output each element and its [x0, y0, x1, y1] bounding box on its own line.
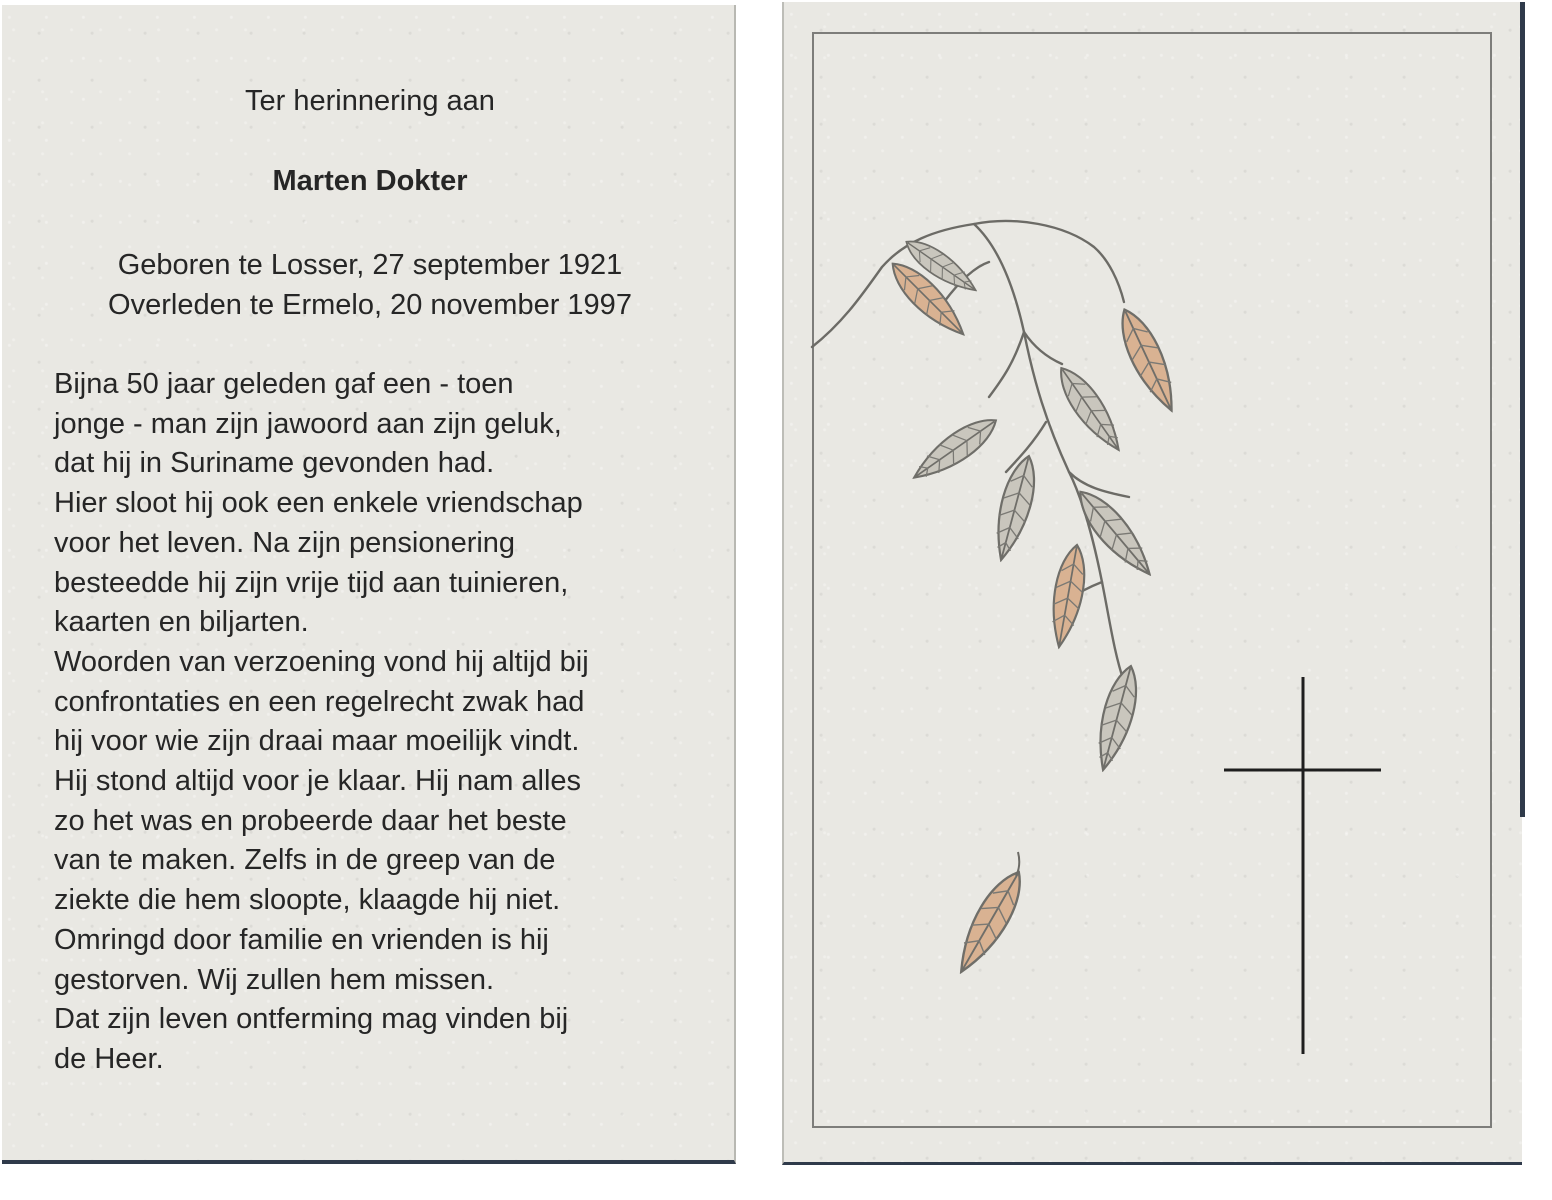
scan-edge-shadow	[1520, 2, 1525, 817]
memorial-text-line: Omringd door familie en vrienden is hij	[54, 923, 549, 956]
memorial-text-line: Dat zijn leven ontferming mag vinden bij	[54, 1003, 569, 1036]
memorial-text-line: voor het leven. Na zijn pensionering	[54, 526, 516, 559]
life-dates	[2, 245, 738, 325]
intro-line: Ter herinnering aan	[245, 85, 495, 117]
hanging-leafy-branch-icon	[784, 2, 1522, 1162]
memorial-text-line: jonge - man zijn jawoord aan zijn geluk,	[54, 407, 562, 440]
memorial-text-line: Hij stond altijd voor je klaar. Hij nam alles	[54, 765, 582, 798]
memorial-text-line: van te maken. Zelfs in de greep van de	[54, 844, 556, 877]
memorial-card-text-side	[2, 5, 736, 1164]
deceased-name: Marten Dokter	[272, 165, 468, 197]
memorial-text-line: Bijna 50 jaar geleden gaf een - toen	[54, 368, 514, 400]
memorial-text-line: de Heer.	[54, 1042, 164, 1075]
memorial-text-line: zo het was en probeerde daar het beste	[54, 804, 567, 837]
memorial-text-line: Woorden van verzoening vond hij altijd bij	[54, 645, 589, 678]
memorial-text-line: gestorven. Wij zullen hem missen.	[54, 963, 494, 996]
memorial-text-line: Hier sloot hij ook een enkele vriendschap	[54, 487, 583, 520]
memorial-text-line: besteedde hij zijn vrije tijd aan tuinieren,	[54, 566, 569, 599]
memorial-text-line: ziekte die hem sloopte, klaagde hij niet.	[54, 884, 561, 917]
memorial-text-line: kaarten en biljarten.	[54, 606, 309, 639]
memorial-text-line: dat hij in Suriname gevonden had.	[54, 447, 495, 480]
death-line: Overleden te Ermelo, 20 november 1997	[108, 289, 632, 321]
cross-icon	[1224, 677, 1381, 1054]
memorial-text-line: hij voor wie zijn draai maar moeilijk vindt.	[54, 725, 580, 758]
memorial-text-line: confrontaties en een regelrecht zwak had	[54, 685, 585, 718]
birth-line: Geboren te Losser, 27 september 1921	[117, 249, 623, 281]
memorial-card-image-side	[782, 2, 1522, 1165]
memorial-text	[54, 365, 684, 1080]
